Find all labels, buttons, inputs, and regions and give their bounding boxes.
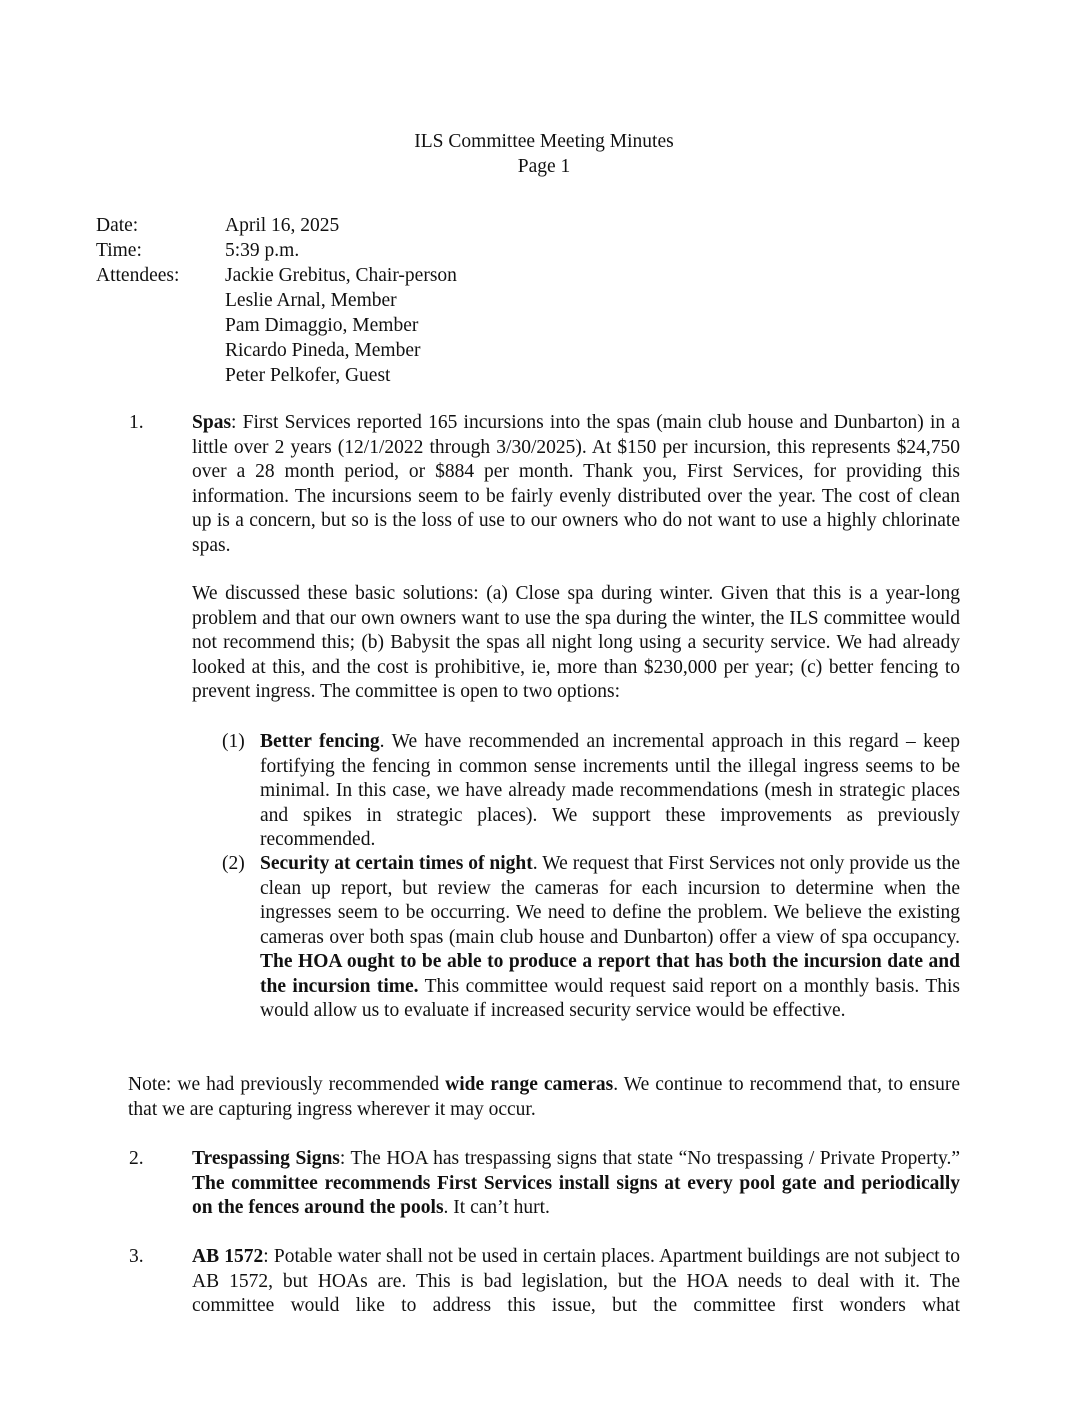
item-number: 3. xyxy=(129,1246,144,1267)
option-number: (1) xyxy=(222,731,245,752)
item-number: 2. xyxy=(129,1148,144,1169)
page-title: ILS Committee Meeting Minutes xyxy=(414,131,674,152)
signs-bold: The committee recommends First Services install signs at every pool gate and periodically on the fences around the pools xyxy=(192,1172,960,1218)
time-label: Time: xyxy=(96,240,142,261)
signs-heading: Trespassing Signs xyxy=(192,1148,340,1169)
option-better-fencing: Better fencing. We have recommended an incremental approach in this regard – keep fortifying the fencing in common sense increments until the illegal ingress seems to be minimal. In this case, we have already made recommendations (mesh in strategic places and spikes in strategic places). We support these improvements as previously recommended. xyxy=(260,731,960,850)
attendee: Pam Dimaggio, Member xyxy=(225,315,419,336)
date-value: April 16, 2025 xyxy=(225,215,340,236)
spas-paragraph-1: Spas: First Services reported 165 incursions into the spas (main club house and Dunbarton) in a little over 2 years (12/1/2022 through 3/30/2025). At $150 per incursion, this represents $24,750 over a 28 month period, or $884 per month. Thank you, First Services, for providing this information. The incursions seem to be fairly evenly distributed over the year. The cost of clean up is a concern, but so is the loss of use to our owners who do not want to use a highly chlorinate spas. xyxy=(192,412,960,556)
attendee: Leslie Arnal, Member xyxy=(225,290,397,311)
ab1572-paragraph: AB 1572: Potable water shall not be used in certain places. Apartment buildings are not subject to AB 1572, but HOAs are. This is bad legislation, but the HOA needs to deal with it. The committee would like to address this issue, but the committee first wonders what xyxy=(192,1246,960,1316)
option-number: (2) xyxy=(222,853,245,874)
date-label: Date: xyxy=(96,215,139,236)
attendees-label: Attendees: xyxy=(96,265,180,286)
option-heading: Better fencing xyxy=(260,731,380,752)
time-value: 5:39 p.m. xyxy=(225,240,300,261)
note-paragraph: Note: we had previously recommended wide range cameras. We continue to recommend that, to ensure that we are capturing ingress wherever it may occur. xyxy=(128,1074,960,1120)
attendee: Ricardo Pineda, Member xyxy=(225,340,421,361)
spas-heading: Spas xyxy=(192,412,232,433)
item-number: 1. xyxy=(129,412,144,433)
option-security: Security at certain times of night. We request that First Services not only provide us the clean up report, but review the cameras for each incursion to determine when the ingresses seem to be occurring. We need to define the problem. We believe the existing cameras over both spas (main club house and Dunbarton) offer a view of spa occupancy. The HOA ought to be able to produce a report that has both the incursion date and the incursion time. This committee would request said report on a monthly basis. This would allow us to evaluate if increased security service would be effective. xyxy=(260,853,960,1021)
ab1572-heading: AB 1572 xyxy=(192,1246,264,1267)
note-bold: wide range cameras xyxy=(445,1074,614,1095)
spas-paragraph-2: We discussed these basic solutions: (a) Close spa during winter. Given that this is a year-long problem and that our own owners want to use the spa during the winter, the ILS committee would not recommend this; (b) Babysit the spas all night long using a security service. We had already looked at this, and the cost is prohibitive, ie, more than $230,000 per year; (c) better fencing to prevent ingress. The committee is open to two options: xyxy=(192,583,960,702)
attendee: Jackie Grebitus, Chair-person xyxy=(225,265,457,286)
attendee: Peter Pelkofer, Guest xyxy=(225,365,391,386)
signs-paragraph: Trespassing Signs: The HOA has trespassing signs that state “No trespassing / Private Property.” The committee recommends First Services install signs at every pool gate and periodically on the fences around the pools. It can’t hurt. xyxy=(192,1148,960,1218)
page-number: Page 1 xyxy=(517,156,571,177)
option-bold-request: The HOA ought to be able to produce a report that has both the incursion date and the incursion time. xyxy=(260,951,960,997)
option-heading: Security at certain times of night xyxy=(260,853,533,874)
